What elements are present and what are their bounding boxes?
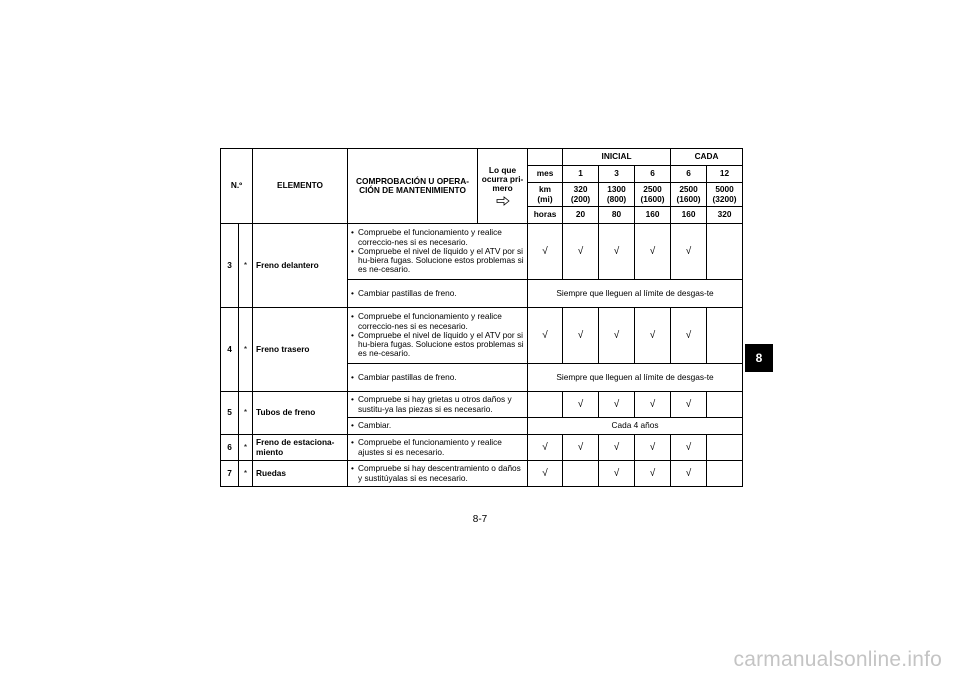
empty-cell — [528, 392, 563, 418]
row-check — [348, 435, 528, 461]
header-km-cell: 2500 (1600) — [671, 183, 707, 207]
row-check — [348, 308, 528, 364]
check-cell: √ — [599, 308, 635, 364]
row-replace — [348, 418, 528, 435]
row-element: Freno delantero — [253, 224, 348, 308]
arrow-right-icon — [496, 196, 510, 206]
check-cell: √ — [528, 224, 563, 280]
header-corner — [528, 149, 563, 166]
check-cell: √ — [528, 435, 563, 461]
replace-note: Siempre que lleguen al límite de desgas-te — [528, 280, 743, 308]
row-star: * — [239, 435, 253, 461]
check-cell: √ — [528, 308, 563, 364]
maintenance-schedule-table — [220, 148, 743, 487]
check-item: • Compruebe el funcionamiento y realice correccio-nes si es necesario. — [351, 228, 524, 247]
check-cell: √ — [563, 224, 599, 280]
row-replace — [348, 280, 528, 308]
replace-note: Cada 4 años — [528, 418, 743, 435]
check-item: • Compruebe si hay grietas u otros daños y sustitu-ya las piezas si es necesario. — [351, 395, 524, 414]
header-km-cell: 1300 (800) — [599, 183, 635, 207]
header-km-cell: 5000 (3200) — [707, 183, 743, 207]
check-item: • Compruebe el funcionamiento y realice ajustes si es necesario. — [351, 438, 524, 457]
header-month-cell: 6 — [635, 166, 671, 183]
header-km-label: km (mi) — [528, 183, 563, 207]
empty-cell — [563, 461, 599, 487]
replace-note: Siempre que lleguen al límite de desgas-te — [528, 364, 743, 392]
check-cell: √ — [563, 392, 599, 418]
check-cell: √ — [635, 435, 671, 461]
row-star: * — [239, 224, 253, 308]
header-number: N.º — [221, 149, 253, 224]
check-cell: √ — [599, 461, 635, 487]
header-month-cell: 3 — [599, 166, 635, 183]
header-month-cell: 12 — [707, 166, 743, 183]
check-cell: √ — [671, 308, 707, 364]
table-row — [221, 224, 743, 280]
row-replace — [348, 364, 528, 392]
check-cell: √ — [635, 308, 671, 364]
header-hours-cell: 320 — [707, 207, 743, 224]
header-km-cell: 2500 (1600) — [635, 183, 671, 207]
check-cell: √ — [635, 461, 671, 487]
header-hours-cell: 80 — [599, 207, 635, 224]
row-number: 7 — [221, 461, 239, 487]
replace-item: • Cambiar pastillas de freno. — [351, 289, 524, 298]
row-check — [348, 461, 528, 487]
check-cell: √ — [671, 461, 707, 487]
check-cell: √ — [635, 224, 671, 280]
header-months-label: mes — [528, 166, 563, 183]
check-cell: √ — [599, 224, 635, 280]
table-row — [221, 461, 743, 487]
header-month-cell: 1 — [563, 166, 599, 183]
empty-cell — [707, 308, 743, 364]
table-row — [221, 392, 743, 418]
check-cell: √ — [599, 392, 635, 418]
header-hours-cell: 160 — [671, 207, 707, 224]
check-cell: √ — [671, 392, 707, 418]
check-item: • Compruebe el funcionamiento y realice correccio-nes si es necesario. — [351, 312, 524, 331]
row-star: * — [239, 308, 253, 392]
empty-cell — [707, 392, 743, 418]
check-item: • Compruebe el nivel de líquido y el ATV por si hu-biera fugas. Solucione estos problemas si es ne-cesario. — [351, 331, 524, 359]
check-cell: √ — [528, 461, 563, 487]
header-hours-cell: 160 — [635, 207, 671, 224]
row-number: 6 — [221, 435, 239, 461]
row-number: 3 — [221, 224, 239, 308]
row-element: Ruedas — [253, 461, 348, 487]
empty-cell — [707, 435, 743, 461]
check-cell: √ — [599, 435, 635, 461]
check-item: • Compruebe el nivel de líquido y el ATV por si hu-biera fugas. Solucione estos problemas si es ne-cesario. — [351, 247, 524, 275]
row-star: * — [239, 461, 253, 487]
empty-cell — [707, 224, 743, 280]
row-star: * — [239, 392, 253, 435]
chapter-tab: 8 — [745, 344, 773, 372]
header-month-cell: 6 — [671, 166, 707, 183]
header-first — [478, 149, 528, 224]
header-km-cell: 320 (200) — [563, 183, 599, 207]
check-cell: √ — [671, 224, 707, 280]
header-hours-label: horas — [528, 207, 563, 224]
row-number: 5 — [221, 392, 239, 435]
row-check — [348, 392, 528, 418]
check-item: • Compruebe si hay descentramiento o daños y sustitúyalas si es necesario. — [351, 464, 524, 483]
check-cell: √ — [563, 308, 599, 364]
watermark: carmanualsonline.info — [733, 648, 942, 671]
check-cell: √ — [635, 392, 671, 418]
header-element: ELEMENTO — [253, 149, 348, 224]
page-number: 8-7 — [472, 514, 488, 525]
table-row — [221, 308, 743, 364]
replace-item: • Cambiar pastillas de freno. — [351, 373, 524, 382]
header-hours-cell: 20 — [563, 207, 599, 224]
row-element: Freno trasero — [253, 308, 348, 392]
header-initial: INICIAL — [563, 149, 671, 166]
check-cell: √ — [671, 435, 707, 461]
header-first-label: Lo que ocurra pri-mero — [481, 164, 524, 194]
replace-item: • Cambiar. — [351, 421, 524, 430]
header-check: COMPROBACIÓN U OPERA-CIÓN DE MANTENIMIENTO — [348, 149, 478, 224]
check-cell: √ — [563, 435, 599, 461]
row-element: Tubos de freno — [253, 392, 348, 435]
row-number: 4 — [221, 308, 239, 392]
row-element: Freno de estaciona-miento — [253, 435, 348, 461]
empty-cell — [707, 461, 743, 487]
row-check — [348, 224, 528, 280]
table-row — [221, 435, 743, 461]
header-every: CADA — [671, 149, 743, 166]
